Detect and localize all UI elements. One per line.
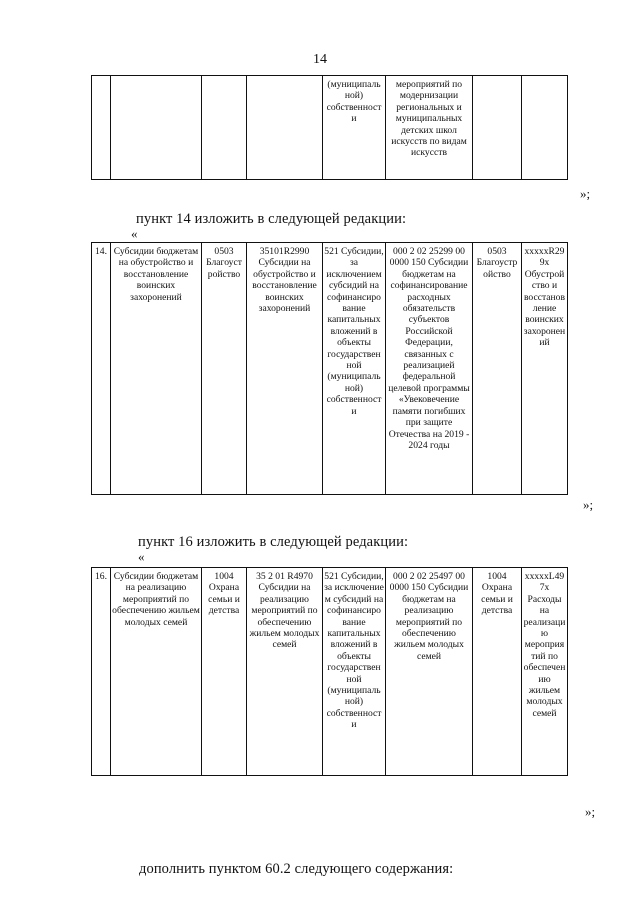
cell-section-2: 1004 Охрана семьи и детства: [473, 568, 522, 776]
cell-number: 16.: [92, 568, 111, 776]
cell-section-2: 0503 Благоустр ойство: [473, 243, 522, 495]
cell-income-code: мероприятий по модернизации региональных и муниципальных детских школ искусств по видам искусств: [386, 76, 473, 180]
cell-expense-type: 521 Субсидии, за исключением субсидий на софинансиро вание капитальных вложений в объекты государствен ной (муниципаль ной) собственност и: [323, 243, 386, 495]
cell-section: 1004 Охрана семьи и детства: [202, 568, 247, 776]
section-heading-60-2: дополнить пунктом 60.2 следующего содержания:: [139, 861, 454, 877]
table-row: [92, 568, 568, 776]
table-section-16: [91, 567, 568, 776]
cell-number: 14.: [92, 243, 111, 495]
closing-quote: »;: [583, 497, 594, 512]
cell-target-article-2: [522, 76, 568, 180]
open-quote: «: [138, 549, 145, 564]
closing-quote: »;: [580, 186, 591, 201]
cell-target-article: 35 2 01 R4970 Субсидии на реализацию мероприятий по обеспечению жильем молодых семей: [247, 568, 323, 776]
cell-target-article-2: xxxxxR299x Обустройство и восстановление воинских захоронений: [522, 243, 568, 495]
cell-target-article-2: xxxxxL497x Расходы на реализацию мероприятий по обеспечению жильем молодых семей: [522, 568, 568, 776]
open-quote: «: [131, 226, 138, 241]
cell-name: Субсидии бюджетам на обустройство и восстановление воинских захоронений: [111, 243, 202, 495]
section-heading-16: пункт 16 изложить в следующей редакции:: [138, 534, 409, 550]
cell-income-code: 000 2 02 25299 00 0000 150 Субсидии бюджетам на софинансирование расходных обязательств субъектов Российской Федерации, связанных с реализацией федеральной целевой программы «Увековечение памяти погибших при защите Отечества на 2019 - 2024 годы: [386, 243, 473, 495]
cell-expense-type: (муниципаль ной) собственност и: [323, 76, 386, 180]
cell-target-article: [247, 76, 323, 180]
cell-target-article: 35101R2990 Субсидии на обустройство и восстановление воинских захоронений: [247, 243, 323, 495]
cell-section-2: [473, 76, 522, 180]
continued-table: [91, 75, 568, 180]
section-heading-14: пункт 14 изложить в следующей редакции:: [136, 211, 407, 227]
cell-name: Субсидии бюджетам на реализацию мероприятий по обеспечению жильем молодых семей: [111, 568, 202, 776]
table-section-14: [91, 242, 568, 495]
table-row: [92, 76, 568, 180]
closing-quote: »;: [585, 804, 596, 819]
cell-section: [202, 76, 247, 180]
cell-income-code: 000 2 02 25497 00 0000 150 Субсидии бюджетам на реализацию мероприятий по обеспечению жильем молодых семей: [386, 568, 473, 776]
cell-expense-type: 521 Субсидии, за исключение м субсидий на софинансиро вание капитальных вложений в объекты государствен ной (муниципаль ной) собственност и: [323, 568, 386, 776]
cell-number: [92, 76, 111, 180]
cell-name: [111, 76, 202, 180]
cell-section: 0503 Благоуст ройство: [202, 243, 247, 495]
table-row: [92, 243, 568, 495]
page-number: 14: [313, 52, 327, 67]
